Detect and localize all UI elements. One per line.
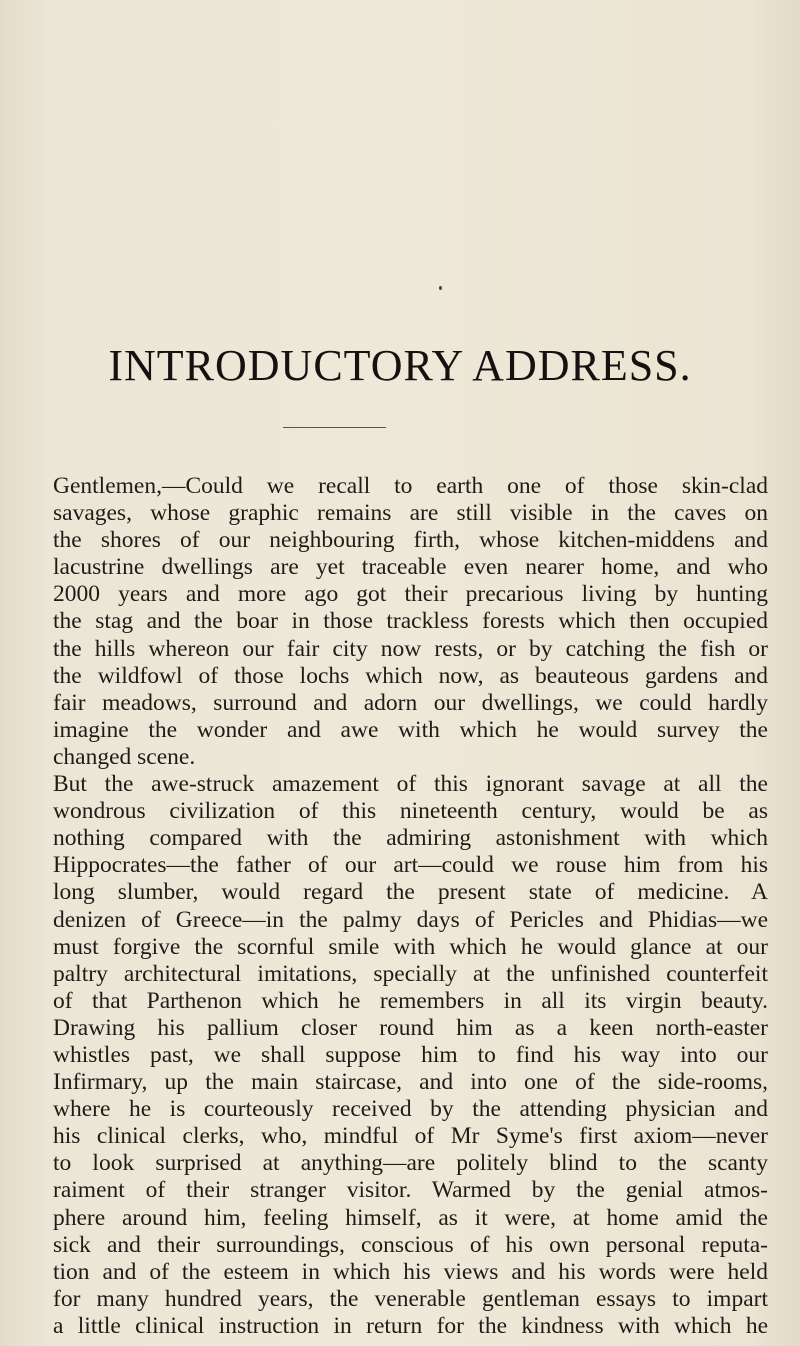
title-rule xyxy=(283,427,386,428)
text-line: Infirmary, up the main staircase, and into one of the side-rooms, xyxy=(53,1069,768,1096)
text-line: wondrous civilization of this nineteenth century, would be as xyxy=(53,798,768,825)
text-line: Drawing his pallium closer round him as a keen north-easter xyxy=(53,1014,768,1041)
body-text xyxy=(53,473,768,1340)
text-line: Hippocrates—the father of our art—could we rouse him from his xyxy=(53,852,768,879)
text-line: savages, whose graphic remains are still visible in the caves on xyxy=(53,500,768,527)
text-line: the shores of our neighbouring firth, whose kitchen-middens and xyxy=(53,527,768,554)
text-line: raiment of their stranger visitor. Warmed by the genial atmos- xyxy=(53,1177,768,1204)
text-line: tion and of the esteem in which his views and his words were held xyxy=(53,1258,768,1285)
text-line: sick and their surroundings, conscious of his own personal reputa- xyxy=(53,1231,768,1258)
text-line: must forgive the scornful smile with which he would glance at our xyxy=(53,933,768,960)
text-line: But the awe-struck amazement of this ignorant savage at all the xyxy=(53,771,768,798)
text-line: where he is courteously received by the attending physician and xyxy=(53,1096,768,1123)
text-line: a little clinical instruction in return for the kindness with which he xyxy=(53,1312,768,1339)
text-line: to look surprised at anything—are politely blind to the scanty xyxy=(53,1150,768,1177)
text-line: changed scene. xyxy=(53,743,196,770)
text-line: phere around him, feeling himself, as it were, at home amid the xyxy=(53,1204,768,1231)
text-line: denizen of Greece—in the palmy days of Pericles and Phidias—we xyxy=(53,906,768,933)
text-line: long slumber, would regard the present state of medicine. A xyxy=(53,879,768,906)
text-line: paltry architectural imitations, specially at the unfinished counterfeit xyxy=(53,960,768,987)
text-line: the hills whereon our fair city now rests, or by catching the fish or xyxy=(53,635,768,662)
text-line: 2000 years and more ago got their precarious living by hunting xyxy=(53,581,768,608)
text-line: nothing compared with the admiring astonishment with which xyxy=(53,825,768,852)
ink-speck xyxy=(439,286,442,290)
text-line: the stag and the boar in those trackless forests which then occupied xyxy=(53,608,768,635)
text-line: of that Parthenon which he remembers in all its virgin beauty. xyxy=(53,987,768,1014)
text-line: fair meadows, surround and adorn our dwellings, we could hardly xyxy=(53,689,768,716)
text-line: for many hundred years, the venerable gentleman essays to impart xyxy=(53,1285,768,1312)
text-line: lacustrine dwellings are yet traceable even nearer home, and who xyxy=(53,554,768,581)
text-line: the wildfowl of those lochs which now, as beauteous gardens and xyxy=(53,662,768,689)
text-line: his clinical clerks, who, mindful of Mr Syme's first axiom—never xyxy=(53,1123,768,1150)
page-title: INTRODUCTORY ADDRESS. xyxy=(108,341,692,390)
text-line: whistles past, we shall suppose him to find his way into our xyxy=(53,1041,768,1068)
text-line: imagine the wonder and awe with which he would survey the xyxy=(53,716,768,743)
text-line: Gentlemen,—Could we recall to earth one of those skin-clad xyxy=(53,473,768,499)
